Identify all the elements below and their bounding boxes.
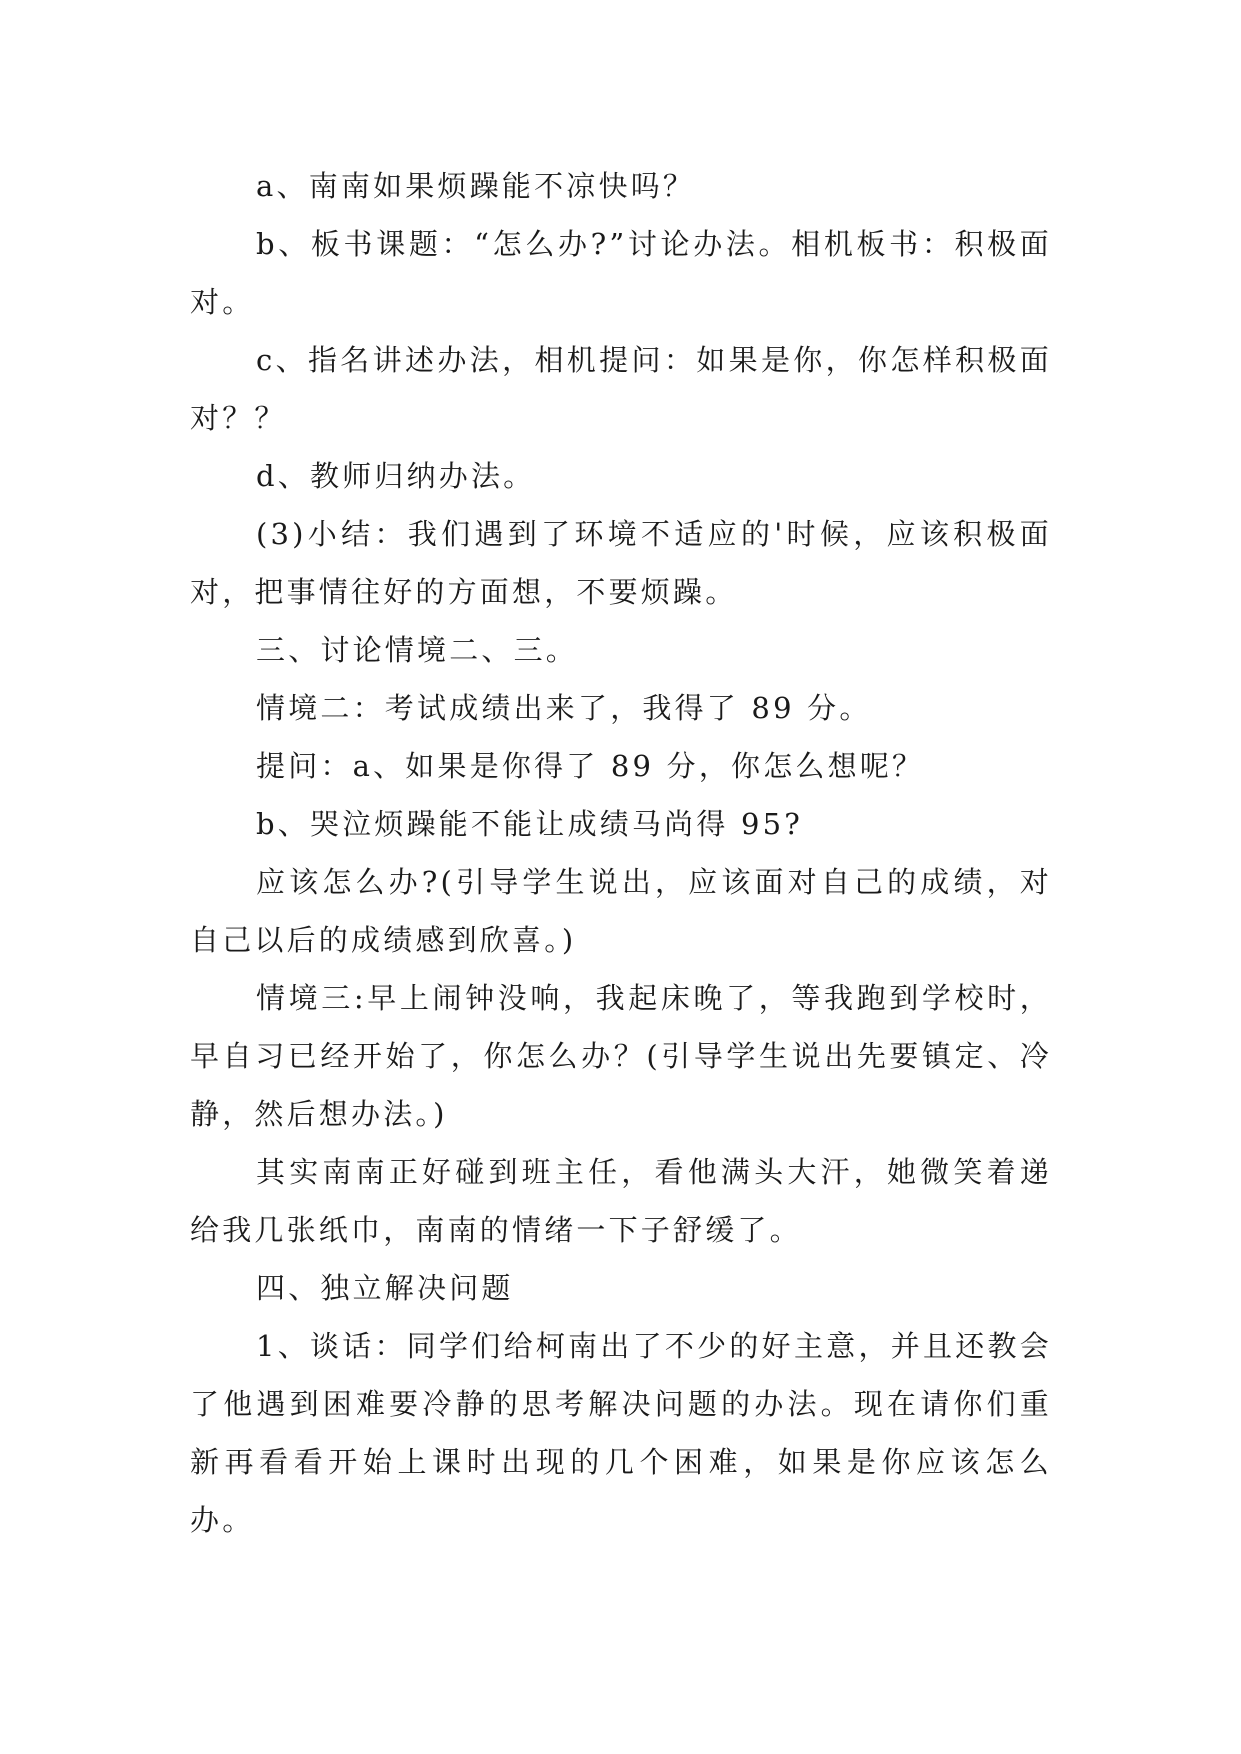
paragraph-scenario-3: 情境三:早上闹钟没响，我起床晚了，等我跑到学校时，早自习已经开始了，你怎么办？(引导学生说出先要镇定、冷静，然后想办法。) xyxy=(190,981,1052,1131)
section-heading-3: 三、讨论情境二、三。 xyxy=(256,633,579,667)
paragraph-c: c、指名讲述办法，相机提问：如果是你，你怎样积极面对？？ xyxy=(190,343,1052,435)
paragraph-story: 其实南南正好碰到班主任，看他满头大汗，她微笑着递给我几张纸巾，南南的情绪一下子舒缓了。 xyxy=(190,1155,1052,1247)
paragraph-scenario-2: 情境二：考试成绩出来了，我得了 89 分。 xyxy=(256,691,872,725)
paragraph-talk: 1、谈话：同学们给柯南出了不少的好主意，并且还教会了他遇到困难要冷静的思考解决问题的办法。现在请你们重新再看看开始上课时出现的几个困难，如果是你应该怎么办。 xyxy=(190,1329,1052,1537)
paragraph-b: b、板书课题：“怎么办?”讨论办法。相机板书：积极面对。 xyxy=(190,227,1052,319)
paragraph-question-a: 提问：a、如果是你得了 89 分，你怎么想呢？ xyxy=(256,749,925,783)
paragraph-a: a、南南如果烦躁能不凉快吗？ xyxy=(256,169,696,203)
paragraph-what-to-do: 应该怎么办?(引导学生说出，应该面对自己的成绩，对自己以后的成绩感到欣喜。) xyxy=(190,865,1052,957)
paragraph-d: d、教师归纳办法。 xyxy=(256,459,536,493)
paragraph-question-b: b、哭泣烦躁能不能让成绩马尚得 95? xyxy=(256,807,804,841)
document-body xyxy=(190,157,1052,1549)
paragraph-summary: (3)小结：我们遇到了环境不适应的'时候，应该积极面对，把事情往好的方面想，不要烦躁。 xyxy=(190,517,1052,609)
section-heading-4: 四、独立解决问题 xyxy=(256,1271,514,1305)
